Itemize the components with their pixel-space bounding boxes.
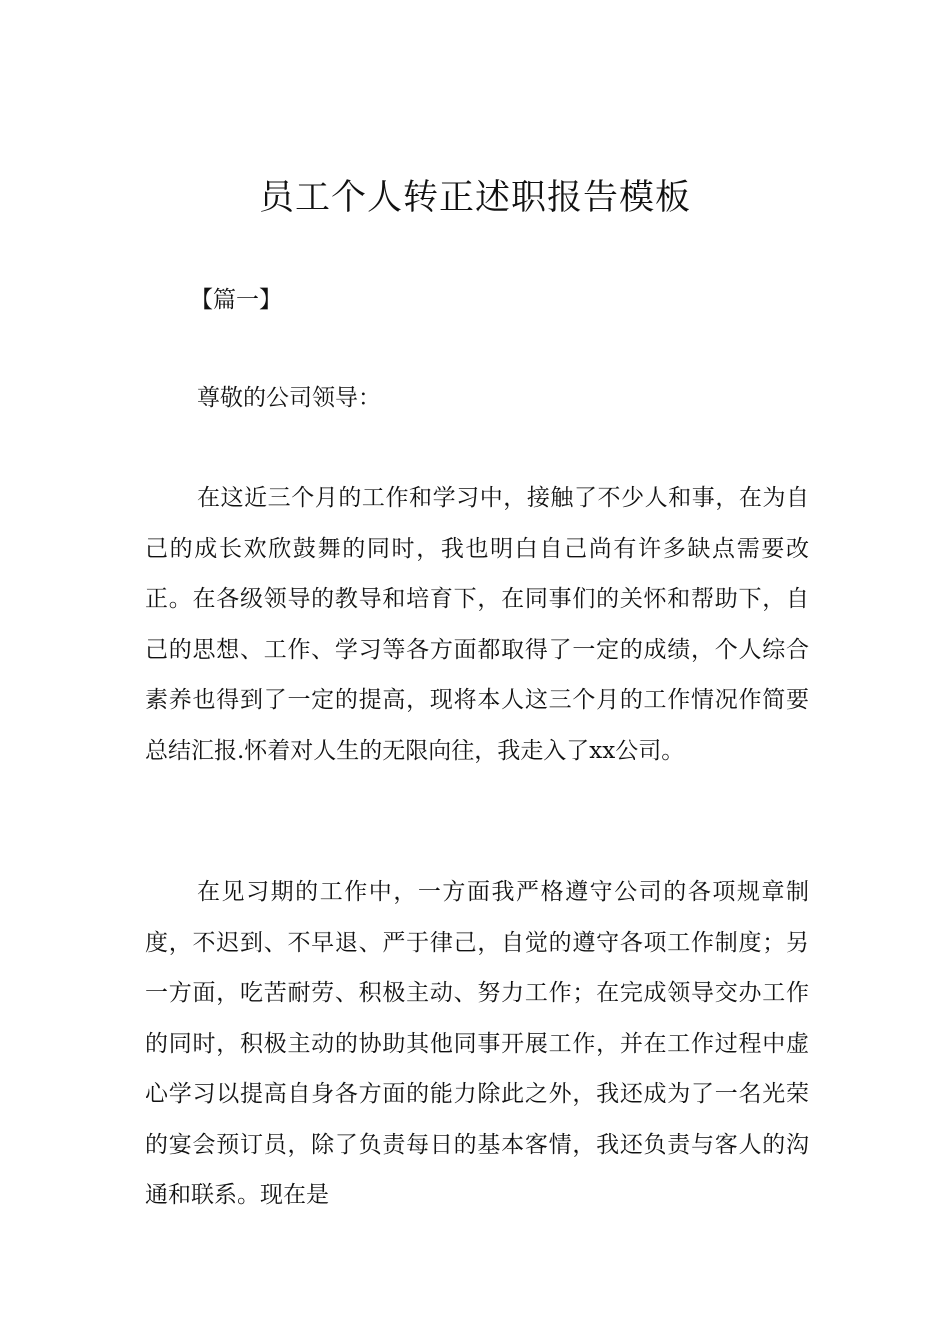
section-label: 【篇一】 (190, 287, 282, 313)
document-title: 员工个人转正述职报告模板 (258, 178, 691, 218)
salutation: 尊敬的公司领导： (197, 385, 381, 411)
body-paragraph-2: 在见习期的工作中，一方面我严格遵守公司的各项规章制度，不迟到、不早退、严于律己，自觉的遵守各项工作制度；另一方面，吃苦耐劳、积极主动、努力工作；在完成领导交办工作的同时，积极主动的协助其他同事开展工作，并在工作过程中虚心学习以提高自身各方面的能力除此之外，我还成为了一名光荣的宴会预订员，除了负责每日的基本客情，我还负责与客人的沟通和联系。现在是 (145, 879, 809, 1208)
body-paragraph-1: 在这近三个月的工作和学习中，接触了不少人和事，在为自己的成长欢欣鼓舞的同时，我也明白自己尚有许多缺点需要改正。在各级领导的教导和培育下，在同事们的关怀和帮助下，自己的思想、工作、学习等各方面都取得了一定的成绩，个人综合素养也得到了一定的提高，现将本人这三个月的工作情况作简要总结汇报.怀着对人生的无限向往，我走入了xx公司。 (145, 485, 809, 764)
